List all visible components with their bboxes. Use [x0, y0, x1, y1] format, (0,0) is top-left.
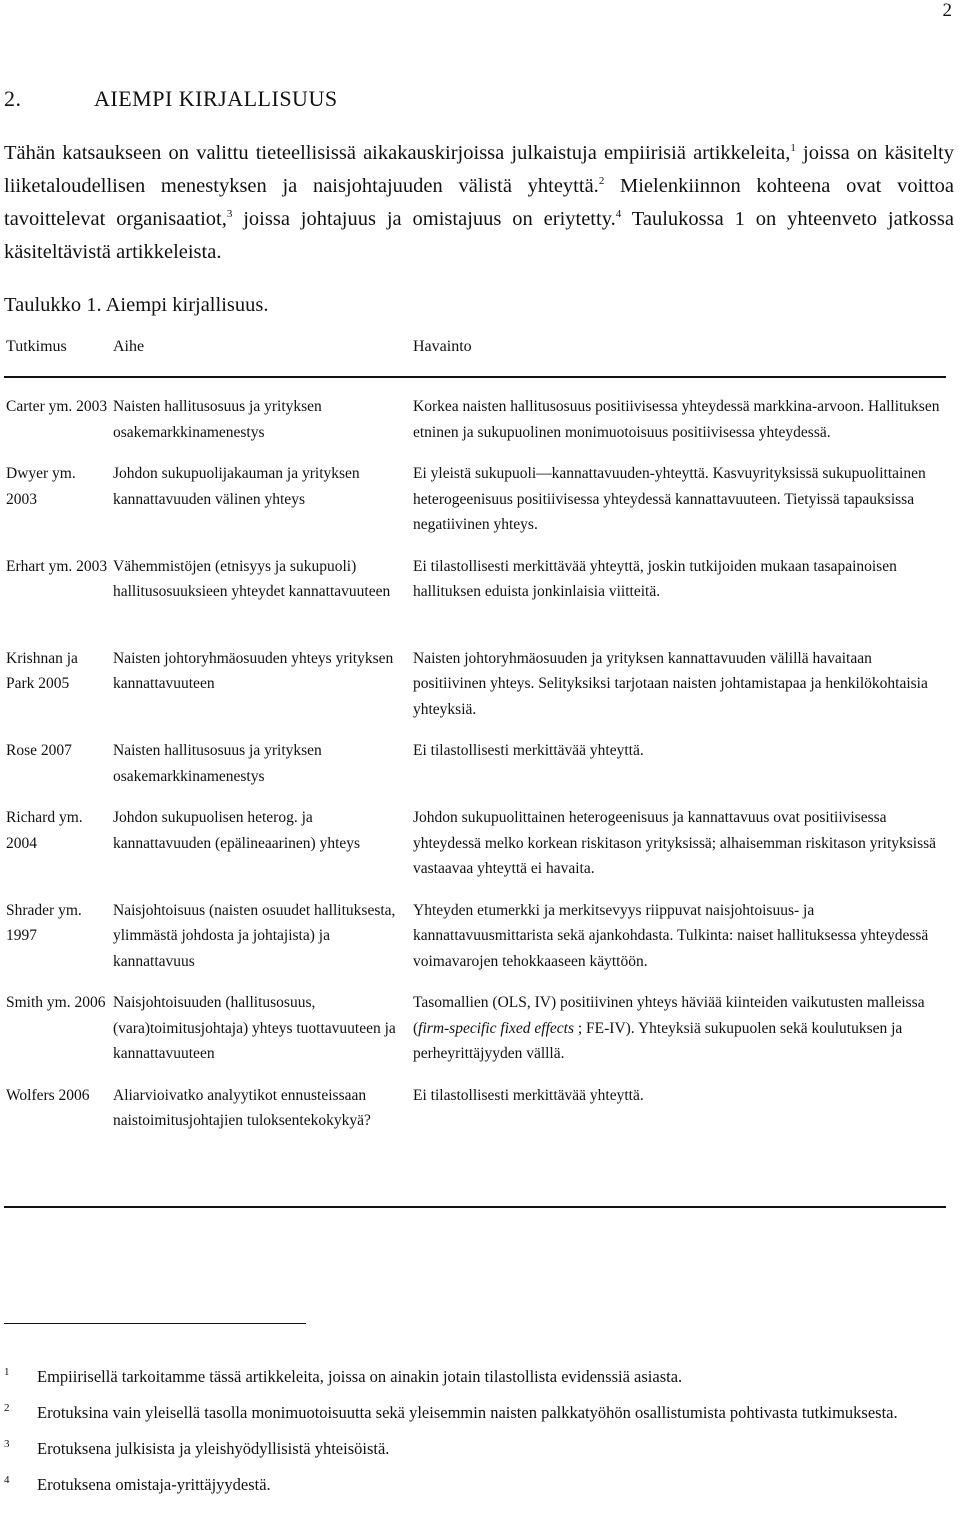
cell-topic: Naisjohtoisuus (naisten osuudet hallituksesta, ylimmästä johdosta ja johtajista) ja kannattavuus [113, 901, 396, 970]
footnotes [4, 1364, 958, 1508]
section-number: 2. [4, 86, 22, 111]
footnote [4, 1472, 958, 1497]
table-row [6, 990, 946, 1067]
footnote [4, 1364, 958, 1389]
footnote-ref-4: 4 [615, 208, 622, 220]
table-row [6, 554, 946, 630]
cell-topic: Vähemmistöjen (etnisyys ja sukupuoli) hallitusosuuksieen yhteydet kannattavuuteen [113, 557, 391, 600]
cell-topic: Naisten hallitusosuus ja yrityksen osakemarkkinamenestys [113, 742, 322, 785]
cell-finding: Ei tilastollisesti merkittävää yhteyttä. [413, 742, 644, 759]
cell-finding: Naisten johtoryhmäosuuden ja yrityksen kannattavuuden välillä havaitaan positiivinen yhteys. Selityksiksi tarjotaan naisten johtamistapaa ja henkilökohtaisia yhteyksiä. [413, 649, 928, 718]
cell-topic: Naisjohtoisuuden (hallitusosuus, (vara)toimitusjohtaja) yhteys tuottavuuteen ja kannattavuuteen [113, 994, 396, 1062]
cell-topic: Johdon sukupuolisen heterog. ja kannattavuuden (epälineaarinen) yhteys [113, 809, 361, 852]
cell-finding: Korkea naisten hallitusosuus positiivisessa yhteydessä markkina-arvoon. Hallituksen etninen ja sukupuolinen monimuotoisuus positiivisessa yhteydessä. [413, 398, 940, 441]
cell-finding [413, 990, 943, 1067]
footnote [4, 1436, 958, 1461]
cell-study: Smith ym. 2006 [6, 994, 106, 1011]
finding-italic-term: firm-specific fixed effects [418, 1019, 574, 1037]
footnote-ref-3: 3 [226, 208, 233, 220]
cell-finding: Yhteyden etumerkki ja merkitsevyys riippuvat naisjohtoisuus- ja kannattavuusmittarista sekä ajankohdasta. Tulkinta: naiset hallituksessa yhteydessä voimavarojen tehokkaaseen käyttöön. [413, 901, 929, 970]
intro-text: Tähän katsaukseen on valittu tieteellisissä aikakauskirjoissa julkaistuja empiirisiä artikkeleita, [4, 142, 791, 164]
cell-finding: Johdon sukupuolittainen heterogeenisuus ja kannattavuus ovat positiivisessa yhteydessä melko korkean riskitason yrityksissä; alhaisemman riskitason yrityksissä vastaavaa yhteyttä ei havaita. [413, 809, 937, 877]
cell-topic: Aliarvioivatko analyytikot ennusteissaan naistoimitusjohtajien tuloksentekokykyä? [113, 1086, 371, 1129]
page-number: 2 [942, 0, 952, 21]
intro-text: joissa johtajuus ja omistajuus on eriytetty. [232, 208, 616, 230]
cell-study: Erhart ym. 2003 [6, 557, 108, 575]
cell-finding: Ei yleistä sukupuoli—kannattavuuden-yhteyttä. Kasvuyrityksissä sukupuolittainen heterogeenisuus positiivisessa yhteydessä kannattavuuteen. Tietyissä tapauksissa negatiivinen yhteys. [413, 465, 926, 533]
cell-study: Krishnan ja Park 2005 [6, 649, 78, 692]
cell-study: Rose 2007 [6, 742, 72, 759]
section-heading [4, 86, 338, 112]
table-row [6, 646, 946, 723]
table-row [6, 898, 946, 975]
cell-study: Shrader ym. 1997 [6, 901, 82, 944]
table-top-rule [4, 376, 946, 378]
cell-study: Wolfers 2006 [6, 1086, 90, 1104]
header-topic: Aihe [113, 338, 145, 355]
cell-finding: Ei tilastollisesti merkittävää yhteyttä. [413, 1086, 644, 1104]
intro-paragraph [4, 137, 954, 269]
footnote-text: Empiirisellä tarkoitamme tässä artikkeleita, joissa on ainakin jotain tilastollista evidenssiä asiasta. [37, 1367, 683, 1386]
cell-topic: Naisten johtoryhmäosuuden yhteys yrityksen kannattavuuteen [113, 649, 394, 692]
finding-text: Tasomallien (OLS, IV) positiivinen yhteys häviää kiinteiden vaikutusten malleissa ( [413, 994, 925, 1037]
footnote-number: 4 [4, 1474, 10, 1486]
cell-topic: Johdon sukupuolijakauman ja yrityksen kannattavuuden välinen yhteys [113, 465, 360, 508]
footnote-ref-2: 2 [598, 175, 605, 187]
intro-text: Mielenkiinnon kohteena ovat voittoa tavoittelevat organisaatiot, [4, 175, 954, 230]
footnote-text: Erotuksina vain yleisellä tasolla monimuotoisuutta sekä yleisemmin naisten palkkatyöhön osallistumista pohtivasta tutkimuksesta. [37, 1403, 898, 1422]
cell-finding: Ei tilastollisesti merkittävää yhteyttä, joskin tutkijoiden mukaan tasapainoisen hallituksen eduista jonkinlaisia viitteitä. [413, 557, 897, 600]
intro-text: Taulukossa 1 on yhteenveto jatkossa käsiteltävistä artikkeleista. [4, 208, 954, 263]
footnote-number: 1 [4, 1366, 10, 1378]
footnote-text: Erotuksena julkisista ja yleishyödyllisistä yhteisöistä. [37, 1439, 390, 1458]
header-finding: Havainto [413, 338, 472, 355]
footnote-separator [4, 1323, 306, 1324]
table-bottom-rule [4, 1206, 946, 1208]
footnote-number: 2 [4, 1402, 10, 1414]
cell-study: Carter ym. 2003 [6, 398, 108, 415]
footnote [4, 1400, 958, 1425]
footnote-ref-1: 1 [790, 142, 796, 154]
cell-topic: Naisten hallitusosuus ja yrityksen osakemarkkinamenestys [113, 398, 322, 441]
footnote-number: 3 [4, 1438, 10, 1450]
cell-study: Dwyer ym. 2003 [6, 465, 76, 508]
table-row [6, 738, 946, 789]
header-study: Tutkimus [6, 338, 67, 355]
table-row [6, 805, 946, 882]
table-body [6, 394, 946, 1175]
table-row [6, 1083, 946, 1159]
table-row [6, 461, 946, 538]
footnote-text: Erotuksena omistaja-yrittäjyydestä. [37, 1475, 271, 1494]
finding-text: ; FE-IV). Yhteyksiä sukupuolen sekä koulutuksen ja perheyrittäjyyden välllä. [413, 1019, 903, 1062]
intro-text: joissa on käsitelty liiketaloudellisen menestyksen ja naisjohtajuuden välistä yhteyttä. [4, 142, 954, 197]
cell-study: Richard ym. 2004 [6, 809, 83, 852]
section-title: AIEMPI KIRJALLISUUS [94, 86, 338, 111]
table-caption: Taulukko 1. Aiempi kirjallisuus. [4, 294, 269, 316]
table-row [6, 394, 946, 445]
